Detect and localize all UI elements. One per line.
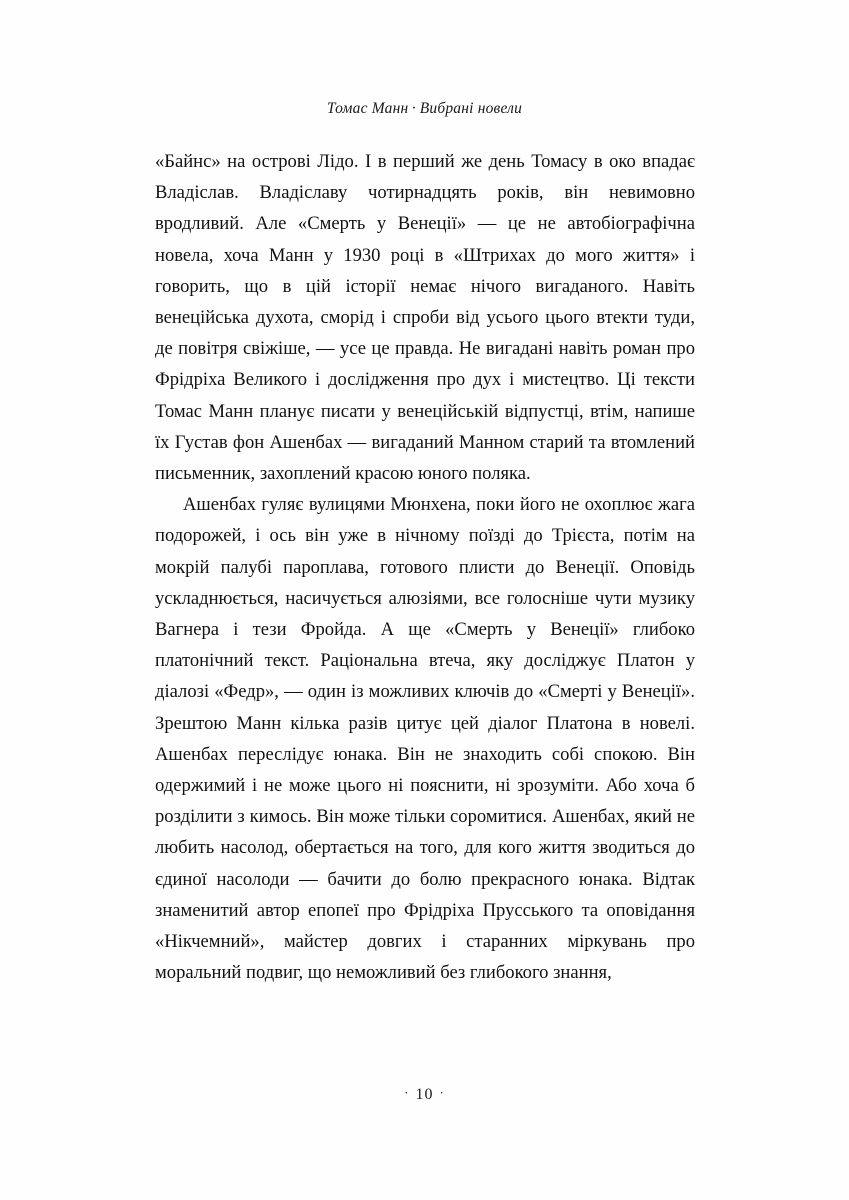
paragraph: Ашенбах гуляє вулицями Мюнхена, поки його не охоплює жага подорожей, і ось він уже в нічному поїзді до Трієста, потім на мокрій палубі пароплава, готового плисти до Венеції. Оповідь ускладнюється, насичується алюзіями, все голосніше чути музику Вагнера і тези Фройда. А ще «Смерть у Венеції» глибоко платонічний текст. Раціональна втеча, яку досліджує Платон у діалозі «Федр», — один із можливих ключів до «Смерті у Венеції». Зрештою Манн кілька разів цитує цей діалог Платона в новелі. Ашенбах переслідує юнака. Він не знаходить собі спокою. Він одержимий і не може цього ні пояснити, ні зрозуміти. Або хоча б розділити з кимось. Він може тільки соромитися. Ашенбах, який не любить насолод, обертається на того, для кого життя зводиться до єдиної насолоди — бачити до болю прекрасного юнака. Відтак знаменитий автор епопеї про Фрідріха Прусського та оповідання «Нікчемний», майстер довгих і старанних міркувань про моральний подвиг, що неможливий без глибокого знання,	[155, 494, 695, 984]
paragraph: «Байнс» на острові Лідо. І в перший же день Томасу в око впадає Владіслав. Владіславу чотирнадцять років, він невимовно вродливий. Але «Смерть у Венеції» — це не автобіографічна новела, хоча Манн у 1930 році в «Штрихах до мого життя» і говорить, що в цій історії немає нічого вигаданого. Навіть венеційська духота, сморід і спроби від усього цього втекти туди, де повітря свіжіше, — усе це правда. Не вигадані навіть роман про Фрідріха Великого і дослідження про дух і мистецтво. Ці тексти Томас Манн планує писати у венеційській відпустці, втім, напише їх Густав фон Ашенбах — вигаданий Манном старий та втомлений письменник, захоплений красою юного поляка.	[155, 151, 695, 485]
running-head	[0, 100, 849, 118]
running-head-author: Томас Манн	[326, 100, 409, 117]
folio-number: 10	[415, 1086, 434, 1103]
folio-left-dot: ·	[404, 1085, 410, 1100]
running-head-separator: ·	[411, 100, 417, 117]
page-number	[0, 1085, 849, 1104]
folio-right-dot: ·	[439, 1085, 445, 1100]
running-head-title: Вибрані новели	[419, 100, 523, 117]
body-text	[155, 146, 695, 988]
